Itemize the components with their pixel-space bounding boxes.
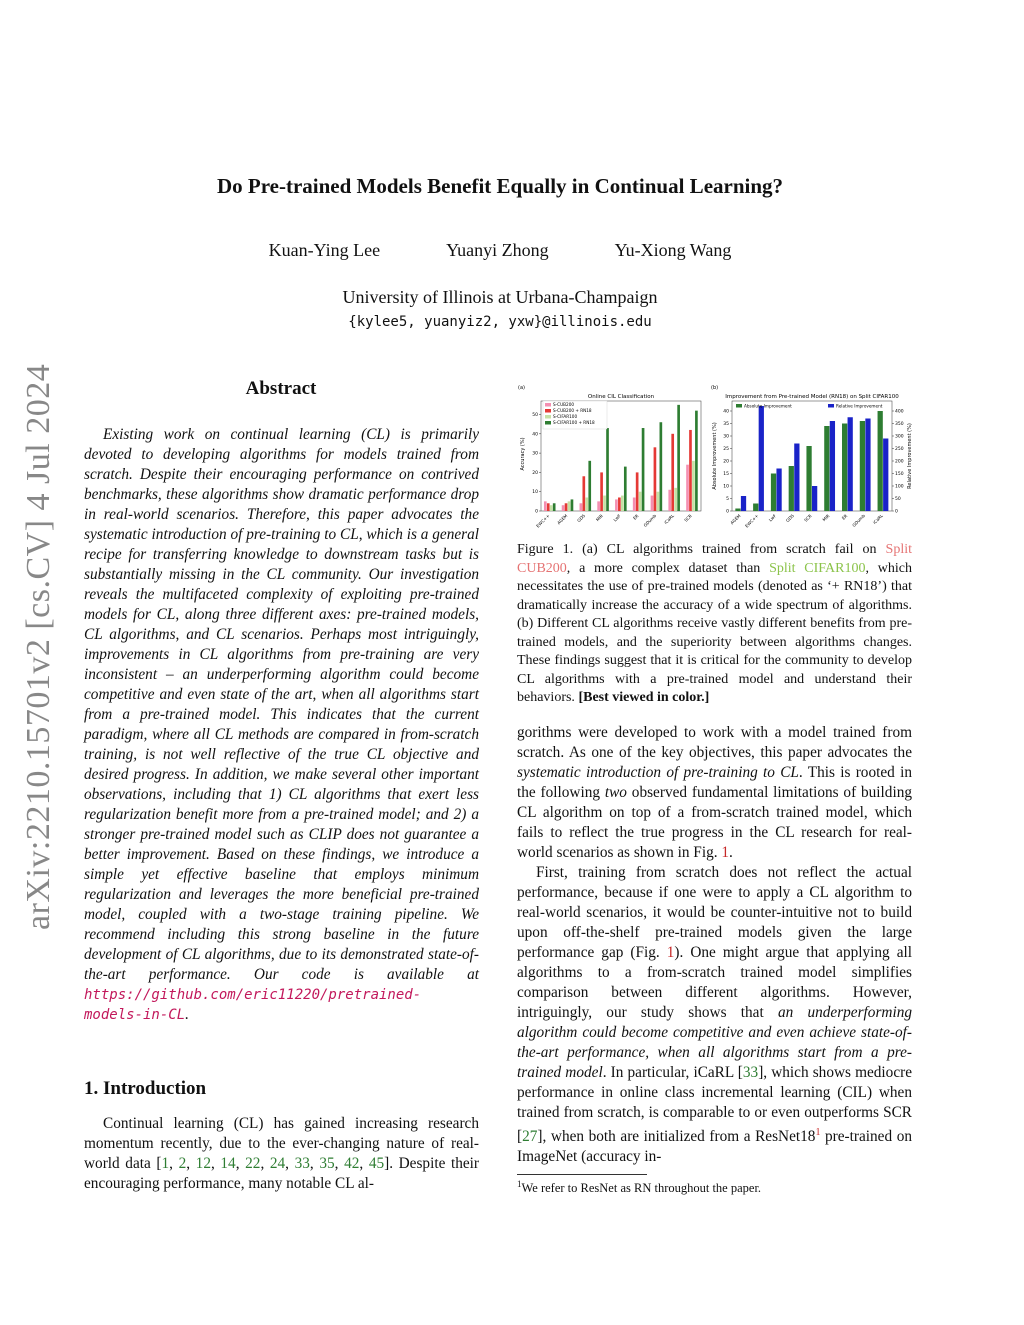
caption-text: , which necessitates the use of pre-trained models (denoted as ‘+ RN18’) that dramatically increase the accuracy of a wide spectrum of algorithms. (b) Different CL algorithms receive vastly different benefits from pre-trained models, and the superiority between algorithms changes. These findings suggest that it is critical for the community to develop CL algorithms with a pre-trained model and understand their behaviors. <box>517 560 912 705</box>
author-1: Kuan-Ying Lee <box>268 240 381 260</box>
bar <box>639 492 642 511</box>
bar <box>759 406 764 511</box>
y-tick-label: 10 <box>532 490 538 496</box>
bar <box>550 505 553 511</box>
citation[interactable]: 1 <box>161 1155 170 1172</box>
paper-title: Do Pre-trained Models Benefit Equally in Continual Learning? <box>216 174 784 198</box>
text: ], which shows mediocre performance in online class incremental learning (CIL) when trained from scratch, is comparable to or even outperforms SCR [ <box>517 1064 913 1146</box>
y-axis-label: Accuracy (%) <box>520 437 526 471</box>
bar <box>642 428 645 511</box>
footnote-number: 1 <box>517 1179 522 1189</box>
footnote-text: We refer to ResNet as RN throughout the paper. <box>521 1181 762 1196</box>
bar <box>568 501 571 511</box>
bar <box>735 509 740 512</box>
paragraph <box>517 863 912 1167</box>
bar <box>615 499 618 511</box>
citation[interactable]: 45 <box>368 1155 385 1172</box>
y-tick-label: 5 <box>726 497 729 502</box>
bar <box>771 474 776 512</box>
bar <box>582 476 585 511</box>
y2-tick-label: 0 <box>895 509 898 515</box>
bar <box>753 504 758 512</box>
bar <box>654 447 657 511</box>
bar <box>789 466 794 511</box>
citation[interactable]: 24 <box>269 1155 286 1172</box>
footnote-rule <box>517 1174 647 1175</box>
bar <box>636 472 639 511</box>
abstract-body: Existing work on continual learning (CL) is primarily devoted to developing algorithms for models trained from scratch. Despite their encouraging performance on contrived benchmarks, these algorithms show dramatic performance drop in real-world scenarios. Therefore, this paper advocates the systematic introduction of pre-training to CL, which is a general recipe for transferring knowledge to downstream tasks but is substantially missing in the CL community. Our investigation reveals the multifaceted complexity of exploiting pre-trained models for CL, along three different axes: pre-trained models, CL algorithms, and CL scenarios. Perhaps most intriguingly, improvements in CL algorithms from pre-training are very inconsistent – an underperforming algorithm could become competitive and even state of the art, when all algorithms start from a pre-trained model. This indicates that the current paradigm, where all CL methods are compared in from-scratch training, is not well reflective of the true CL objective and desired progress. In addition, we make several other important observations, including that 1) CL algorithms that exert less regularization benefit more from a pre-trained model; and 2) a stronger pre-trained model such as CLIP does not guarantee a better improvement. Based on these findings, we introduce a simple yet effective baseline that employs minimum regularization and leverages the more beneficial pre-trained model, coupled with a two-stage training pipeline. We recommend including this strong baseline in the future development of CL algorithms, due to its demonstrated state-of-the-art performance. Our code is available at <box>84 426 479 983</box>
abstract-heading: Abstract <box>245 378 317 399</box>
bar <box>597 501 600 511</box>
y2-tick-label: 50 <box>895 497 901 502</box>
text: pre-trained on ImageNet (accuracy in- <box>517 1128 912 1166</box>
figure-1b-chart <box>708 383 918 533</box>
legend-label: Absolute Improvement <box>744 403 792 409</box>
legend-swatch <box>828 404 834 408</box>
bar <box>624 467 627 511</box>
x-tick-label: GDumb <box>851 513 867 528</box>
bar <box>865 419 870 512</box>
bar <box>686 465 689 511</box>
y-tick-label: 50 <box>532 413 538 419</box>
x-tick-label: iCaRL <box>663 513 676 526</box>
arxiv-watermark: arXiv:2210.15701v2 [cs.CV] 4 Jul 2024 <box>20 363 57 930</box>
citation[interactable]: 42 <box>344 1155 360 1172</box>
bar <box>668 490 671 511</box>
emphasis: two <box>604 784 627 801</box>
bar <box>695 411 698 511</box>
y-tick-label: 30 <box>532 451 538 457</box>
x-tick-label: MIR <box>594 513 604 523</box>
abstract-period: . <box>185 1006 189 1023</box>
bar <box>824 426 829 511</box>
citation[interactable]: 12 <box>195 1155 211 1172</box>
panel-label: (a) <box>518 385 525 391</box>
emphasis: systematic introduction of pre-training to CL <box>517 764 799 781</box>
bar <box>842 424 847 512</box>
x-tick-label: AGEM <box>729 513 742 526</box>
intro-heading: 1. Introduction <box>84 1078 207 1099</box>
legend-label: Relative Improvement <box>836 403 883 409</box>
y2-axis-label: Relative Improvement (%) <box>907 423 913 489</box>
y2-tick-label: 150 <box>895 472 904 477</box>
bar <box>860 421 865 511</box>
bar <box>671 434 674 511</box>
bar <box>621 496 624 511</box>
bar <box>585 497 588 511</box>
y2-tick-label: 400 <box>895 409 904 415</box>
x-tick-label: GDS <box>784 513 795 524</box>
bar <box>618 497 621 511</box>
x-tick-label: SCR <box>803 513 813 523</box>
legend-label: S-CUB200 + RN18 <box>553 408 592 414</box>
citation[interactable]: 22 <box>245 1155 261 1172</box>
bar <box>565 503 568 511</box>
x-tick-label: MIR <box>821 513 831 523</box>
author-2: Yuanyi Zhong <box>446 240 549 260</box>
author-emails: {kylee5, yuanyiz2, yxw}@illinois.edu <box>348 314 652 330</box>
bar <box>806 446 811 511</box>
abstract-text <box>84 425 479 1025</box>
figure-1a-chart <box>515 383 705 533</box>
x-tick-label: GDS <box>576 513 587 524</box>
bar <box>741 496 746 511</box>
x-tick-label: EWC++ <box>535 513 551 529</box>
y-axis-label: Absolute Improvement (%) <box>712 422 718 490</box>
legend-label: S-CIFAR100 + RN18 <box>553 420 595 426</box>
text: ], when both are initialized from a ResNet18 <box>537 1128 816 1146</box>
y2-tick-label: 100 <box>895 484 904 490</box>
emphasis: an underperforming algorithm could become competitive and even achieve state-of-the-art performance, when all algorithms start from a pre-trained model <box>517 1004 912 1081</box>
y2-tick-label: 350 <box>895 422 904 427</box>
y-tick-label: 20 <box>723 459 729 465</box>
citation[interactable]: 33 <box>294 1155 310 1172</box>
x-tick-label: AGEM <box>556 513 569 526</box>
x-tick-label: LwF <box>612 513 622 523</box>
bar <box>689 430 692 511</box>
code-link[interactable]: https://github.com/eric11220/pretrained-models-in-CL <box>84 987 422 1023</box>
author-3: Yu-Xiong Wang <box>614 240 732 260</box>
citation[interactable]: 2 <box>178 1155 187 1172</box>
x-tick-label: iCaRL <box>871 513 884 526</box>
figure-caption <box>517 541 912 708</box>
caption-text: , a more complex dataset than <box>566 560 770 576</box>
legend-label: S-CIFAR100 <box>553 414 578 420</box>
caption-note: [Best viewed in color.] <box>578 690 710 705</box>
bar <box>812 486 817 511</box>
footnote <box>517 1179 761 1196</box>
bar <box>776 469 781 512</box>
bar <box>606 428 609 511</box>
legend-swatch <box>736 404 742 408</box>
legend-label: S-CUB200 <box>553 402 575 408</box>
bar <box>677 405 680 511</box>
bar <box>588 461 591 511</box>
text: gorithms were developed to work with a model trained from scratch. As one of the key objectives, this paper advocates the <box>517 724 912 761</box>
y2-tick-label: 200 <box>895 459 904 465</box>
bar <box>633 497 636 511</box>
x-tick-label: LwF <box>767 513 778 523</box>
chart-title: Improvement from Pre-trained Model (RN18) on Split CIFAR100 <box>725 394 899 400</box>
bar <box>674 488 677 511</box>
right-column-text <box>517 723 912 1167</box>
text: First, training from scratch does not reflect the actual performance, because if one were to apply a CL algorithm to real-world scenarios, it would be counter-intuitive not to build upon off-the-shelf pre-trained models given the large performance gap (Fig. <box>517 864 912 961</box>
chart-title: Online CIL Classification <box>587 394 655 400</box>
y2-tick-label: 250 <box>895 447 904 452</box>
legend-swatch <box>545 403 551 407</box>
text: ). One might argue that applying all algorithms to a from-scratch trained model simplifies comparison between different algorithms. However, intriguingly, our study shows that <box>517 944 913 1021</box>
bar <box>562 505 565 511</box>
y-tick-label: 10 <box>723 484 729 490</box>
legend-swatch <box>545 409 551 413</box>
bar <box>547 503 550 511</box>
legend-swatch <box>545 415 551 419</box>
x-tick-label: ER <box>840 513 849 521</box>
bar <box>553 503 556 511</box>
y-tick-label: 30 <box>723 434 729 440</box>
bar <box>603 496 606 511</box>
x-tick-label: EWC++ <box>744 513 760 529</box>
figure-ref[interactable]: 1 <box>666 944 675 961</box>
split-cub-link[interactable]: Split CUB200 <box>517 542 912 576</box>
bar <box>830 421 835 511</box>
bar <box>600 472 603 511</box>
bar <box>692 461 695 511</box>
x-tick-label: SCR <box>683 513 693 523</box>
y-tick-label: 0 <box>726 509 729 515</box>
caption-text: Figure 1. (a) CL algorithms trained from scratch fail on <box>517 542 886 557</box>
author-list <box>0 240 1000 261</box>
y-tick-label: 15 <box>723 472 729 477</box>
panel-label: (b) <box>711 385 719 391</box>
split-cifar-link[interactable]: Split CIFAR100 <box>769 560 866 576</box>
y-tick-label: 35 <box>723 422 729 427</box>
text: . <box>729 844 733 861</box>
bar <box>580 503 583 511</box>
paragraph <box>517 723 912 863</box>
bar <box>794 444 799 512</box>
y2-tick-label: 300 <box>895 434 904 440</box>
legend-swatch <box>545 421 551 425</box>
y-tick-label: 0 <box>535 509 538 515</box>
intro-text-a: Continual learning (CL) has gained increasing research momentum recently, due to the ever-changing nature of real-world data [ <box>84 1115 479 1172</box>
footnote-mark[interactable]: 1 <box>815 1127 821 1138</box>
bar <box>660 422 663 511</box>
bar <box>544 501 547 511</box>
bar <box>878 411 883 511</box>
affiliation: University of Illinois at Urbana-Champaign <box>342 287 658 307</box>
bar <box>651 496 654 511</box>
bar <box>657 492 660 511</box>
figure-ref[interactable]: 1 <box>721 844 730 861</box>
citation[interactable]: 35 <box>319 1155 335 1172</box>
citation[interactable]: 27 <box>522 1128 538 1146</box>
text: . This is rooted in the following <box>517 764 912 801</box>
intro-paragraph: Continual learning (CL) has gained increasing research momentum recently, due to the ever-changing nature of real-world data [1, 2, 12, 14, 22, 24, 33, 35, 42, 45]. Despite their encouraging performance, many notable CL al- <box>84 1115 479 1192</box>
x-tick-label: ER <box>632 513 640 521</box>
y-tick-label: 40 <box>723 409 729 415</box>
x-tick-label: GDumb <box>642 513 658 528</box>
text: . In particular, iCaRL [ <box>602 1064 743 1081</box>
intro-text-b: ]. Despite their encouraging performance, many notable CL al- <box>84 1155 479 1192</box>
text: observed fundamental limitations of building CL algorithm on top of a from-scratch trained model, which fails to reflect the true progress in the CL research for real-world scenarios as shown in Fig. <box>517 784 913 861</box>
y-tick-label: 20 <box>532 470 538 476</box>
y-tick-label: 25 <box>723 447 729 452</box>
citation[interactable]: 33 <box>742 1064 759 1081</box>
citation[interactable]: 14 <box>220 1155 236 1172</box>
bar <box>848 417 853 511</box>
bar <box>883 439 888 512</box>
bar <box>571 499 574 511</box>
y-tick-label: 40 <box>532 432 538 438</box>
